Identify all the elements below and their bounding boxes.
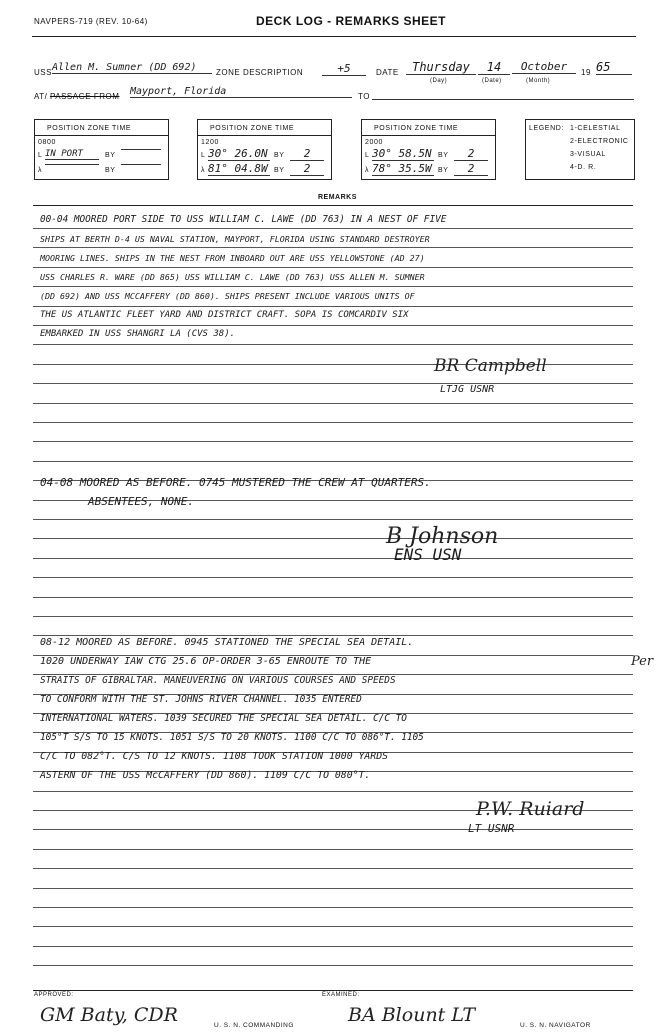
- examined-label: EXAMINED:: [322, 992, 360, 998]
- ruled-line: [33, 422, 633, 423]
- watch-officer-rank: LT USNR: [468, 822, 515, 835]
- log-line: EMBARKED IN USS SHANGRI LA (CVS 38).: [40, 329, 236, 339]
- box-divider: [198, 135, 331, 136]
- margin-note: Per: [631, 654, 654, 669]
- ruled-line: [33, 403, 633, 404]
- form-id: NAVPERS-719 (REV. 10-64): [34, 17, 148, 26]
- lon-prefix: λ: [38, 167, 43, 174]
- time-value: 2000: [365, 139, 383, 146]
- box-divider: [362, 135, 495, 136]
- at-label: AT/: [34, 92, 48, 101]
- ruled-line: [33, 461, 633, 462]
- approved-label: APPROVED:: [34, 992, 74, 998]
- position-box-1200: [197, 119, 332, 180]
- month-value: October: [512, 60, 576, 74]
- legend-item: 1-CELESTIAL: [570, 125, 621, 132]
- legend-box: [525, 119, 635, 180]
- lat-by-value: 2: [290, 147, 324, 161]
- ruled-line: [33, 635, 633, 636]
- lon-value: [45, 164, 99, 165]
- log-line: STRAITS OF GIBRALTAR. MANEUVERING ON VARIOUS COURSES AND SPEEDS: [40, 675, 396, 686]
- lat-value: 30° 26.0N: [208, 147, 270, 161]
- ruled-line: [33, 325, 633, 326]
- lon-by-value: [121, 164, 161, 165]
- zone-value: +5: [322, 62, 366, 76]
- lon-value: 78° 35.5W: [372, 162, 434, 176]
- lon-by-value: 2: [290, 162, 324, 176]
- lon-value: 81° 04.8W: [208, 162, 270, 176]
- date-value: 14: [478, 60, 510, 75]
- ruled-line: [33, 616, 633, 617]
- ruled-line: [33, 228, 633, 229]
- lon-by: BY: [438, 167, 449, 174]
- date-label: DATE: [376, 68, 399, 77]
- ruled-line: [33, 907, 633, 908]
- lat-by-value: 2: [454, 147, 488, 161]
- lon-by: BY: [105, 167, 116, 174]
- position-header: POSITION ZONE TIME: [210, 125, 295, 132]
- log-line: (DD 692) AND USS MCCAFFERY (DD 860). SHIPS PRESENT INCLUDE VARIOUS UNITS OF: [40, 291, 415, 301]
- uss-label: USS: [34, 68, 52, 77]
- uss-value: Allen M. Sumner (DD 692): [52, 62, 212, 74]
- position-header: POSITION ZONE TIME: [374, 125, 459, 132]
- commanding-label: U. S. N. COMMANDING: [214, 1022, 294, 1029]
- log-line: INTERNATIONAL WATERS. 1039 SECURED THE SPECIAL SEA DETAIL. C/C TO: [40, 713, 407, 724]
- day-caption: (Day): [430, 78, 448, 84]
- lat-by: BY: [274, 152, 285, 159]
- ruled-line: [33, 538, 633, 539]
- log-line: USS CHARLES R. WARE (DD 865) USS WILLIAM C. LAWE (DD 763) USS ALLEN M. SUMNER: [40, 272, 425, 282]
- lon-prefix: λ: [201, 167, 206, 174]
- watch-officer-signature: B Johnson: [386, 524, 499, 549]
- log-line: 1020 UNDERWAY IAW CTG 25.6 OP-ORDER 3-65 ENROUTE TO THE: [40, 656, 372, 667]
- lat-prefix: L: [365, 152, 370, 159]
- legend-item: 3-VISUAL: [570, 151, 606, 158]
- ruled-line: [33, 849, 633, 850]
- ruled-line: [33, 868, 633, 869]
- ruled-line: [33, 946, 633, 947]
- year-prefix: 19: [581, 68, 591, 77]
- log-line: ABSENTEES, NONE.: [88, 495, 194, 508]
- zone-label: ZONE DESCRIPTION: [216, 68, 304, 77]
- log-line: THE US ATLANTIC FLEET YARD AND DISTRICT CRAFT. SOPA IS COMCARDIV SIX: [40, 310, 409, 320]
- page-title: DECK LOG - REMARKS SHEET: [256, 14, 447, 28]
- remarks-label: REMARKS: [318, 194, 357, 201]
- ruled-line: [33, 829, 633, 830]
- lat-prefix: L: [38, 152, 43, 159]
- ruled-line: [33, 441, 633, 442]
- position-box-0800: [34, 119, 169, 180]
- approved-signature: GM Baty, CDR: [40, 1004, 178, 1026]
- at-value: Mayport, Florida: [130, 86, 352, 98]
- ruled-line: [33, 306, 633, 307]
- log-line: 08-12 MOORED AS BEFORE. 0945 STATIONED THE SPECIAL SEA DETAIL.: [40, 637, 414, 648]
- lat-value: IN PORT: [45, 149, 99, 160]
- ruled-line: [33, 965, 633, 966]
- ruled-line: [33, 519, 633, 520]
- log-line: 105°T S/S TO 15 KNOTS. 1051 S/S TO 20 KNOTS. 1100 C/C TO 086°T. 1105: [40, 732, 424, 743]
- lat-by: BY: [105, 152, 116, 159]
- log-line: SHIPS AT BERTH D-4 US NAVAL STATION, MAYPORT, FLORIDA USING STANDARD DESTROYER: [40, 234, 430, 244]
- ruled-line: [33, 286, 633, 287]
- legend-item: 4-D. R.: [570, 164, 597, 171]
- position-box-2000: [361, 119, 496, 180]
- ruled-line: [33, 247, 633, 248]
- lat-prefix: L: [201, 152, 206, 159]
- ruled-line: [33, 558, 633, 559]
- lat-value: 30° 58.5N: [372, 147, 434, 161]
- lat-by: BY: [438, 152, 449, 159]
- watch-officer-signature: P.W. Ruiard: [476, 798, 585, 820]
- lon-prefix: λ: [365, 167, 370, 174]
- lon-by: BY: [274, 167, 285, 174]
- title-divider: [32, 36, 636, 37]
- log-line: 00-04 MOORED PORT SIDE TO USS WILLIAM C. LAWE (DD 763) IN A NEST OF FIVE: [40, 214, 447, 225]
- footer-rule: [33, 990, 633, 991]
- month-caption: (Month): [526, 78, 551, 84]
- time-value: 1200: [201, 139, 219, 146]
- watch-officer-rank: LTJG USNR: [440, 384, 495, 395]
- examined-signature: BA Blount LT: [348, 1004, 476, 1026]
- passage-label: PASSAGE FROM: [50, 92, 120, 101]
- to-label: TO: [358, 92, 370, 101]
- ruled-line: [33, 926, 633, 927]
- log-line: TO CONFORM WITH THE ST. JOHNS RIVER CHANNEL. 1035 ENTERED: [40, 694, 362, 705]
- ruled-line: [33, 344, 633, 345]
- date-caption: (Date): [482, 78, 502, 84]
- legend-item: 2-ELECTRONIC: [570, 138, 629, 145]
- position-header: POSITION ZONE TIME: [47, 125, 132, 132]
- ruled-line: [33, 791, 633, 792]
- log-line: C/C TO 082°T. C/S TO 12 KNOTS. 1108 TOOK STATION 1000 YARDS: [40, 751, 388, 762]
- log-line: MOORING LINES. SHIPS IN THE NEST FROM INBOARD OUT ARE USS YELLOWSTONE (AD 27): [40, 253, 425, 263]
- ruled-line: [33, 577, 633, 578]
- lon-by-value: 2: [454, 162, 488, 176]
- box-divider: [35, 135, 168, 136]
- watch-officer-rank: ENS USN: [394, 545, 462, 564]
- to-line: [372, 99, 634, 100]
- legend-label: LEGEND:: [529, 125, 564, 132]
- ruled-line: [33, 267, 633, 268]
- remarks-top-rule: [33, 205, 633, 206]
- ruled-line: [33, 383, 633, 384]
- navigator-label: U. S. N. NAVIGATOR: [520, 1022, 591, 1029]
- day-value: Thursday: [406, 60, 476, 75]
- lat-by-value: [121, 149, 161, 150]
- time-value: 0800: [38, 139, 56, 146]
- ruled-line: [33, 888, 633, 889]
- ruled-line: [33, 597, 633, 598]
- watch-officer-signature: BR Campbell: [434, 356, 547, 376]
- log-line: ASTERN OF THE USS McCAFFERY (DD 860). 1109 C/C TO 080°T.: [40, 770, 371, 781]
- year-value: 65: [596, 60, 632, 75]
- log-line: 04-08 MOORED AS BEFORE. 0745 MUSTERED THE CREW AT QUARTERS.: [40, 476, 431, 489]
